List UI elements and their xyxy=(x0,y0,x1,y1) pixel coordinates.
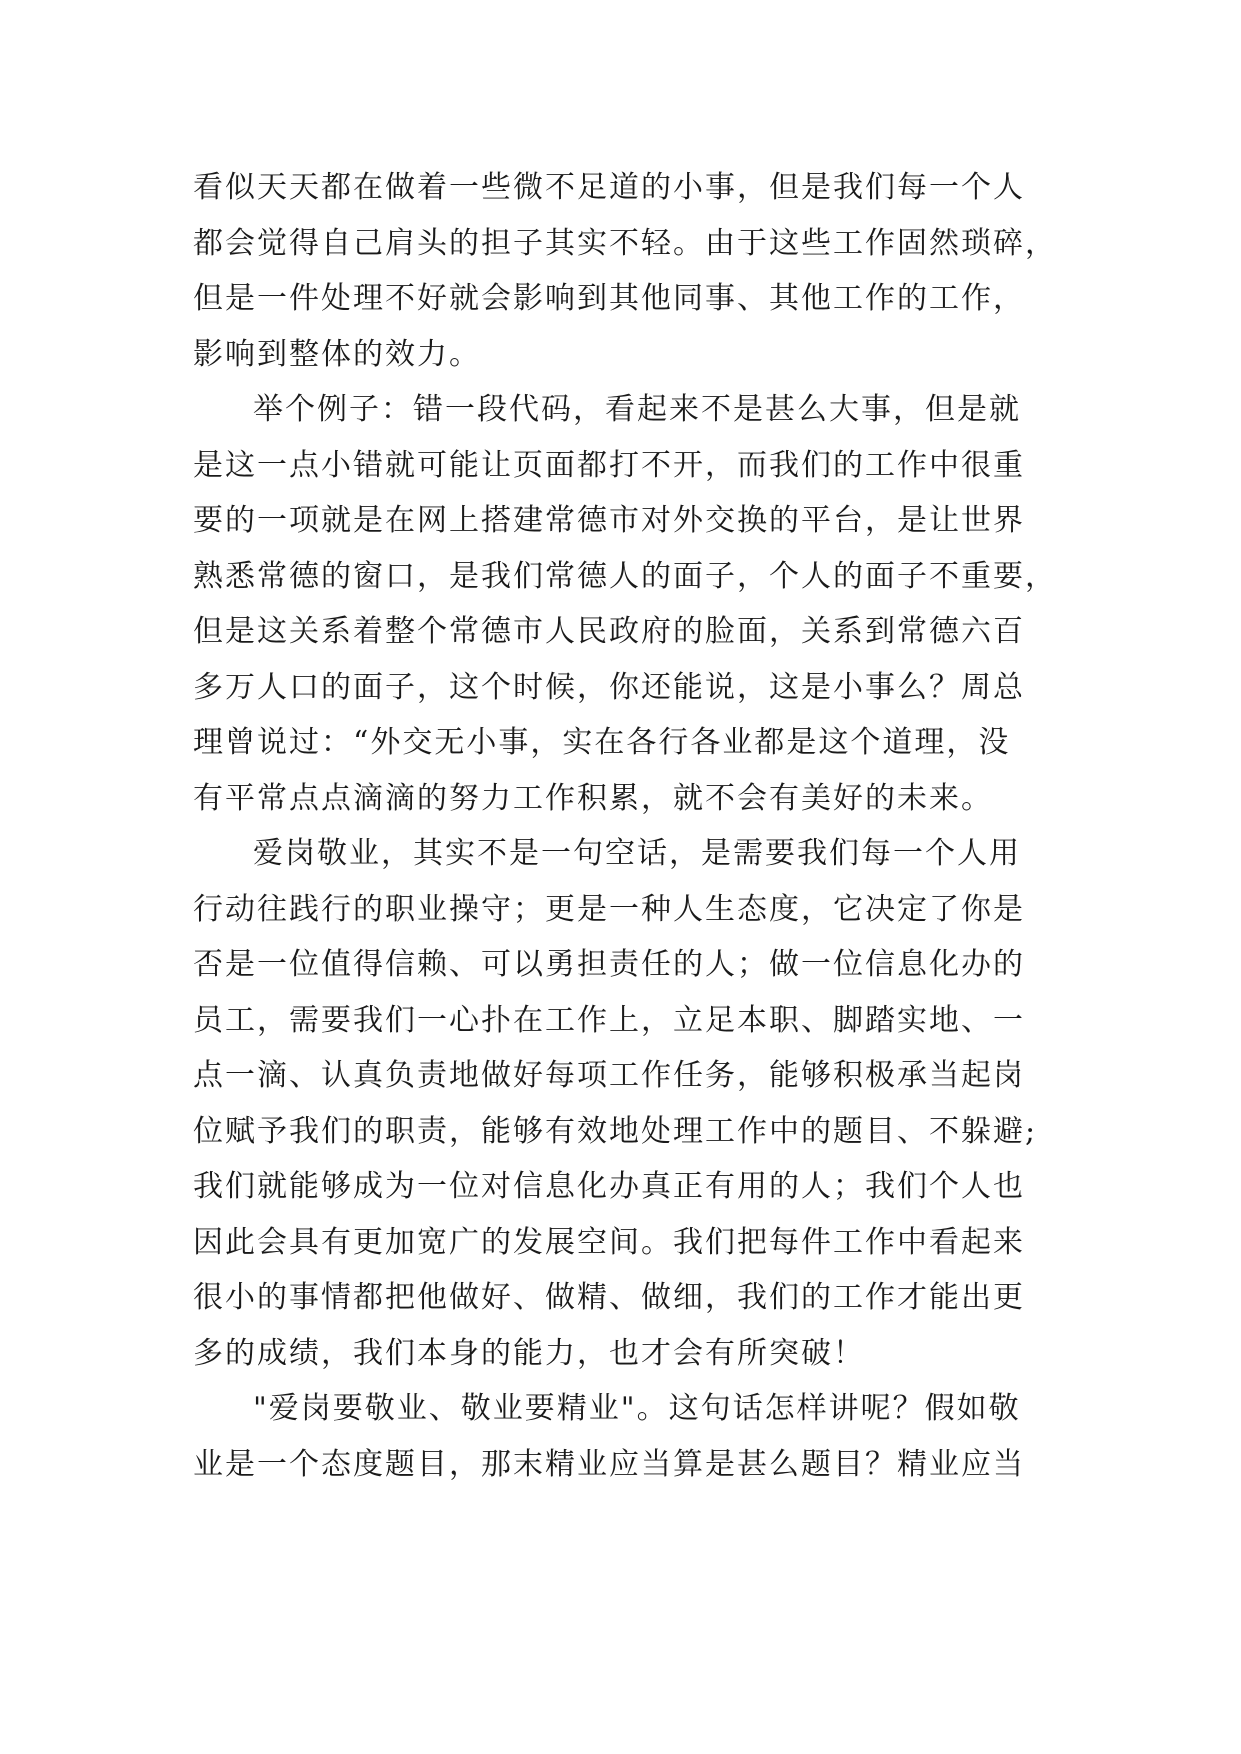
text-line: 行动往践行的职业操守；更是一种人生态度，它决定了你是 xyxy=(193,891,1025,927)
text-line: 员工，需要我们一心扑在工作上，立足本职、脚踏实地、一 xyxy=(193,1002,1025,1038)
text-line: 都会觉得自己肩头的担子其实不轻。由于这些工作固然琐碎， xyxy=(193,225,1057,261)
text-line: 看似天天都在做着一些微不足道的小事，但是我们每一个人 xyxy=(193,170,1025,205)
text-line: 位赋予我们的职责，能够有效地处理工作中的题目、不躲避; xyxy=(193,1113,1038,1149)
text-line: 理曾说过：“外交无小事，实在各行各业都是这个道理，没 xyxy=(193,725,1011,760)
text-line: 熟悉常德的窗口，是我们常德人的面子，个人的面子不重要， xyxy=(193,558,1057,594)
text-line: 多的成绩，我们本身的能力，也才会有所突破！ xyxy=(193,1335,865,1371)
text-line: 业是一个态度题目，那末精业应当算是甚么题目？精业应当 xyxy=(193,1446,1025,1482)
paragraph-first-line: "爱岗要敬业、敬业要精业"。这句话怎样讲呢？假如敬 xyxy=(253,1391,1021,1426)
text-line: 否是一位值得信赖、可以勇担责任的人；做一位信息化办的 xyxy=(193,947,1025,982)
text-line: 很小的事情都把他做好、做精、做细，我们的工作才能出更 xyxy=(193,1280,1025,1315)
document-body xyxy=(193,160,1093,1492)
text-line: 要的一项就是在网上搭建常德市对外交换的平台，是让世界 xyxy=(193,503,1025,538)
text-line: 但是一件处理不好就会影响到其他同事、其他工作的工作， xyxy=(193,281,1025,316)
text-line: 多万人口的面子，这个时候，你还能说，这是小事么？周总 xyxy=(193,669,1025,705)
text-line: 但是这关系着整个常德市人民政府的脸面，关系到常德六百 xyxy=(193,614,1025,649)
text-line: 有平常点点滴滴的努力工作积累，就不会有美好的未来。 xyxy=(193,780,993,816)
text-line: 点一滴、认真负责地做好每项工作任务，能够积极承当起岗 xyxy=(193,1058,1025,1093)
text-line: 是这一点小错就可能让页面都打不开，而我们的工作中很重 xyxy=(193,447,1025,483)
paragraph-first-line: 举个例子：错一段代码，看起来不是甚么大事，但是就 xyxy=(253,392,1021,427)
text-line: 我们就能够成为一位对信息化办真正有用的人；我们个人也 xyxy=(193,1169,1025,1204)
text-line: 影响到整体的效力。 xyxy=(193,336,481,372)
paragraph-first-line: 爱岗敬业，其实不是一句空话，是需要我们每一个人用 xyxy=(253,836,1021,871)
text-line: 因此会具有更加宽广的发展空间。我们把每件工作中看起来 xyxy=(193,1224,1025,1260)
